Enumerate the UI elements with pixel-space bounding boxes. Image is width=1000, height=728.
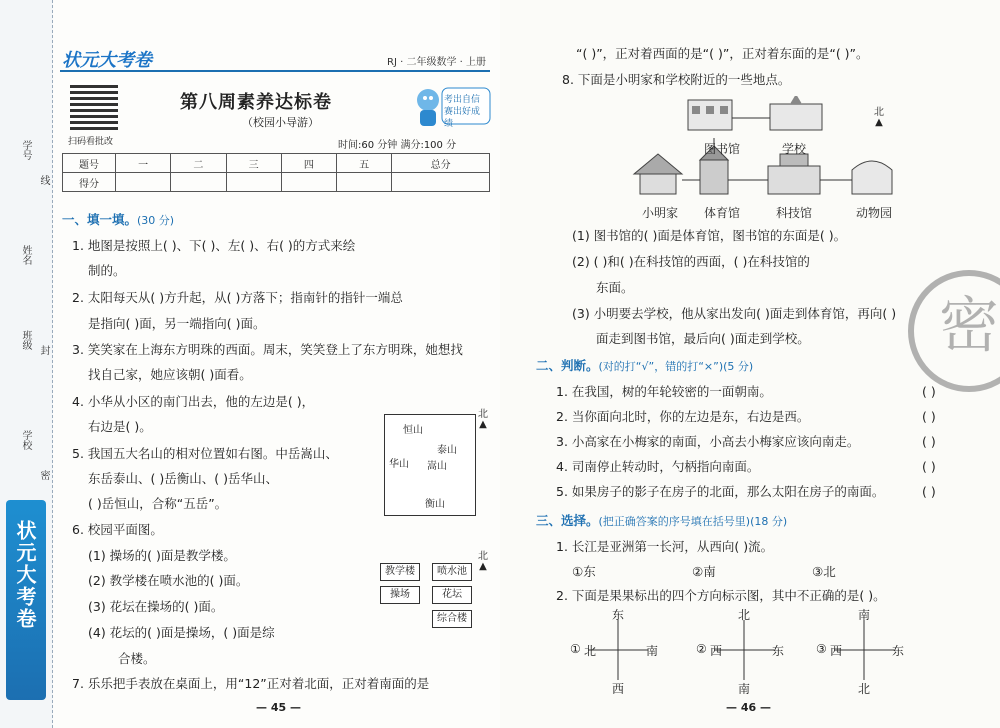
choice-option[interactable]: ②南 (692, 564, 716, 579)
table-row (63, 154, 490, 173)
table-cell: 总分 (392, 154, 490, 173)
compass-cross-icon (714, 620, 774, 680)
question-6-1: (1) 操场的( )面是教学楼。 (88, 548, 236, 563)
cut-mark: 封 (38, 345, 49, 355)
campus-box: 教学楼 (380, 563, 420, 581)
zoo-icon (852, 161, 892, 194)
campus-box: 喷水池 (432, 563, 472, 581)
confidential-stamp: 密 (908, 270, 1000, 392)
question-2b: 是指向( )面，另一端指向( )面。 (88, 316, 266, 331)
question-4a: 4. 小华从小区的南门出去，他的左边是( )， (72, 394, 315, 409)
question-6-2: (2) 教学楼在喷水池的( )面。 (88, 573, 249, 588)
table-cell: 五 (337, 154, 392, 173)
qr-label: 扫码看批改 (68, 137, 114, 147)
question-5a: 5. 我国五大名山的相对位置如右图。中岳嵩山、 (72, 446, 338, 461)
judge-item: 4. 司南停止转动时，勺柄指向南面。 (556, 459, 760, 474)
map-point: 泰山 (437, 445, 457, 456)
compass-right: 南 (646, 644, 659, 658)
compass-cross-icon (588, 620, 648, 680)
compass-right: 东 (892, 644, 905, 658)
mountain-map (384, 414, 476, 516)
campus-box: 综合楼 (432, 610, 472, 628)
school-icon (770, 96, 822, 130)
table-cell: 题号 (63, 154, 116, 173)
section-title-text: 二、判断。 (536, 358, 599, 373)
compass-right: 东 (772, 644, 785, 658)
answer-paren[interactable]: ( ) (922, 434, 936, 449)
question-6: 6. 校园平面图。 (72, 522, 163, 537)
mascot-slogan: 考出自信 赛出好成绩 (444, 95, 481, 129)
compass-left: 西 (710, 644, 723, 658)
question-3b: 找自己家，她应该朝( )面看。 (88, 367, 252, 382)
question-8-3a: (3) 小明要去学校，他从家出发向( )面走到体育馆，再向( ) (572, 306, 897, 321)
answer-paren[interactable]: ( ) (922, 384, 936, 399)
compass-top: 东 (612, 608, 625, 622)
section-title-text: 一、填一填。 (62, 212, 138, 227)
judge-item: 1. 在我国，树的年轮较密的一面朝南。 (556, 384, 772, 399)
campus-box: 花坛 (432, 586, 472, 604)
question-1a: 1. 地图是按照上( )、下( )、左( )、右( )的方式来绘 (72, 238, 356, 253)
exam-meta: 时间:60 分钟 满分:100 分 (338, 140, 457, 151)
question-8: 8. 下面是小明家和学校附近的一些地点。 (562, 72, 791, 87)
campus-box: 操场 (380, 586, 420, 604)
building-label: 学校 (782, 142, 807, 156)
section-note: (30 分) (137, 214, 175, 227)
north-label: 北 (874, 107, 884, 118)
question-1b: 制的。 (88, 263, 126, 278)
compass-bottom: 西 (612, 682, 625, 696)
question-6-4b: 合楼。 (118, 651, 156, 666)
logo: 状元大考卷 (62, 50, 152, 71)
section-3-title (536, 511, 787, 529)
judge-item: 5. 如果房子的影子在房子的北面，那么太阳在房子的南面。 (556, 484, 885, 499)
question-6-4a: (4) 花坛的( )面是操场，( )面是综 (88, 625, 275, 640)
score-input-cell[interactable] (281, 173, 336, 192)
question-5b: 东岳泰山、( )岳衡山、( )岳华山、 (88, 471, 278, 486)
spine-label-school: 学校 (20, 430, 31, 450)
table-cell: 一 (116, 154, 171, 173)
question-8-1: (1) 图书馆的( )面是体育馆，图书馆的东面是( )。 (572, 228, 847, 243)
question-5c: ( )岳恒山，合称“五岳”。 (88, 496, 228, 511)
science-museum-icon (768, 154, 820, 194)
qr-code-icon[interactable] (70, 82, 118, 130)
table-cell: 得分 (63, 173, 116, 192)
compass-left: 北 (584, 644, 597, 658)
table-cell: 三 (226, 154, 281, 173)
page-number: — 45 — (256, 701, 301, 714)
map-point: 恒山 (403, 425, 423, 436)
compass-top: 北 (738, 608, 751, 622)
page-title: 第八周素养达标卷 (180, 92, 332, 113)
section-1-title (62, 210, 174, 228)
compass-left: 西 (830, 644, 843, 658)
answer-paren[interactable]: ( ) (922, 459, 936, 474)
table-cell: 二 (171, 154, 226, 173)
north-arrow-icon: 北 ▲ (478, 409, 488, 430)
cut-mark: 线 (38, 175, 49, 185)
section-note: (把正确答案的序号填在括号里)(18 分) (598, 515, 788, 528)
spine-label-id: 学号 (20, 140, 31, 160)
map-point: 衡山 (425, 499, 445, 510)
north-label: 北 (478, 551, 488, 562)
north-arrow-icon: 北 ▲ (874, 107, 884, 128)
score-input-cell[interactable] (392, 173, 490, 192)
compass-cross-icon (834, 620, 894, 680)
score-input-cell[interactable] (116, 173, 171, 192)
building-label: 图书馆 (704, 142, 741, 156)
north-arrow-icon: 北 ▲ (478, 551, 488, 572)
answer-paren[interactable]: ( ) (922, 409, 936, 424)
compass-num: ① (570, 642, 581, 656)
score-table (62, 153, 490, 192)
page-number: — 46 — (726, 701, 771, 714)
judge-item: 2. 当你面向北时，你的左边是东，右边是西。 (556, 409, 810, 424)
map-point: 嵩山 (427, 461, 447, 472)
section-note: (对的打“√”，错的打“×”)(5 分) (598, 360, 754, 373)
choice-1: 1. 长江是亚洲第一长河，从西向( )流。 (556, 539, 774, 554)
compass-bottom: 北 (858, 682, 871, 696)
question-3a: 3. 笑笑家在上海东方明珠的西面。周末，笑笑登上了东方明珠，她想找 (72, 342, 463, 357)
edition-label: RJ · 二年级数学 · 上册 (387, 57, 486, 68)
compass-num: ③ (816, 642, 827, 656)
question-7-cont: “( )”，正对着西面的是“( )”，正对着东面的是“( )”。 (576, 46, 869, 61)
page-subtitle: （校园小导游） (242, 116, 319, 129)
choice-option[interactable]: ①东 (572, 564, 596, 579)
spine-brand-text: 状元大考卷 (13, 520, 37, 630)
score-input-cell[interactable] (171, 173, 226, 192)
building-label: 小明家 (642, 206, 679, 220)
question-7: 7. 乐乐把手表放在桌面上，用“12”正对着北面，正对着南面的是 (72, 676, 430, 691)
section-2-title (536, 356, 753, 374)
question-8-2b: 东面。 (596, 280, 634, 295)
question-4b: 右边是( )。 (88, 419, 152, 434)
judge-item: 3. 小高家在小梅家的南面，小高去小梅家应该向南走。 (556, 434, 860, 449)
compass-top: 南 (858, 608, 871, 622)
map-point: 华山 (389, 459, 409, 470)
table-row (63, 173, 490, 192)
north-label: 北 (478, 409, 488, 420)
building-label: 体育馆 (704, 206, 741, 220)
section-title-text: 三、选择。 (536, 513, 599, 528)
answer-paren[interactable]: ( ) (922, 484, 936, 499)
binding-spine (0, 0, 53, 728)
building-label: 科技馆 (776, 206, 813, 220)
compass-bottom: 南 (738, 682, 751, 696)
choice-2: 2. 下面是果果标出的四个方向标示图，其中不正确的是( )。 (556, 588, 886, 603)
score-input-cell[interactable] (226, 173, 281, 192)
library-icon (688, 100, 732, 130)
spine-label-name: 姓名 (20, 245, 31, 265)
choice-option[interactable]: ③北 (812, 564, 836, 579)
spine-label-class: 班级 (20, 330, 31, 350)
score-input-cell[interactable] (337, 173, 392, 192)
question-8-2a: (2) ( )和( )在科技馆的西面，( )在科技馆的 (572, 254, 810, 269)
compass-num: ② (696, 642, 707, 656)
cut-mark: 密 (38, 470, 49, 480)
question-2a: 2. 太阳每天从( )方升起，从( )方落下；指南针的指针一端总 (72, 290, 403, 305)
building-label: 动物园 (856, 206, 893, 220)
question-8-3b: 面走到图书馆，最后向( )面走到学校。 (596, 331, 810, 346)
home-icon (634, 154, 682, 194)
question-6-3: (3) 花坛在操场的( )面。 (88, 599, 224, 614)
table-cell: 四 (281, 154, 336, 173)
